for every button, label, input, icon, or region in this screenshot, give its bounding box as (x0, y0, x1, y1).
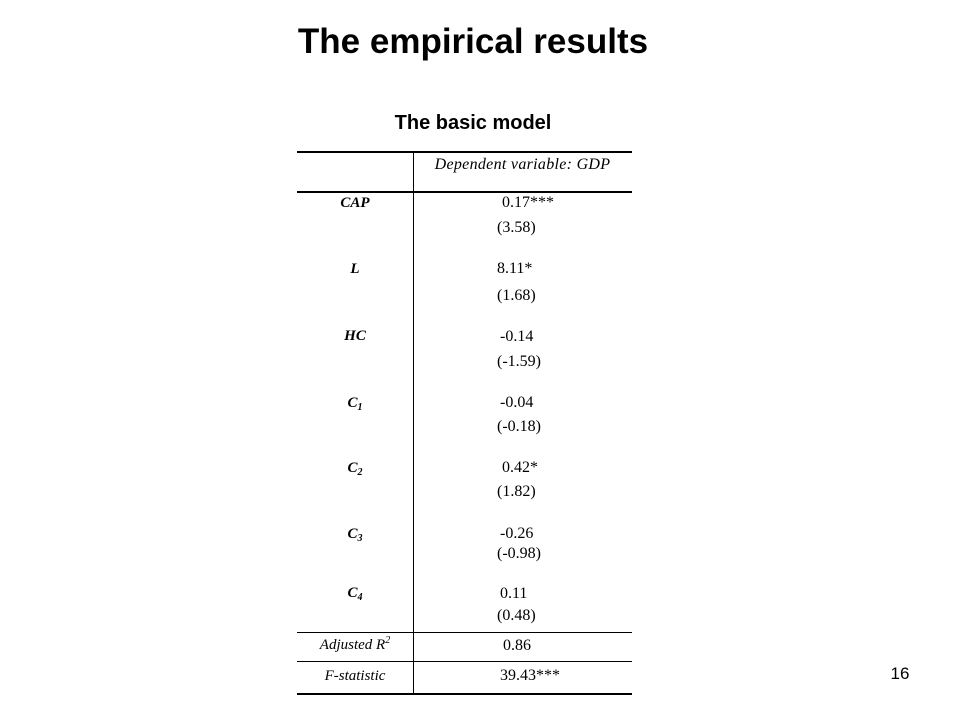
row-label-c4 (297, 584, 413, 602)
table-header-rule (297, 191, 632, 193)
table-bottom-rule (297, 693, 632, 695)
tstat-c4: (0.48) (497, 607, 536, 624)
regression-table (297, 151, 632, 695)
tstat-hc: (-1.59) (497, 353, 541, 370)
coef-cap: 0.17*** (502, 194, 554, 211)
row-label-text: C (347, 585, 358, 601)
row-label-c1 (297, 394, 413, 412)
row-label-subscript: 3 (357, 533, 363, 544)
row-label-cap (297, 194, 413, 212)
table-column-divider (413, 151, 414, 695)
row-label-subscript: 4 (357, 592, 363, 603)
coef-c1: -0.04 (500, 394, 534, 411)
stat-value-adjusted-r2: 0.86 (503, 637, 531, 654)
page-number: 16 (890, 664, 910, 683)
stat-label-superscript: 2 (385, 635, 391, 646)
row-label-subscript: 1 (357, 402, 363, 413)
coef-c2: 0.42* (502, 459, 538, 476)
coef-c3: -0.26 (500, 525, 534, 542)
row-label-text: C (347, 460, 358, 476)
row-label-c2 (297, 459, 413, 477)
row-label-text: CAP (340, 195, 370, 211)
coef-l: 8.11* (497, 260, 533, 277)
row-label-c3 (297, 525, 413, 543)
coef-hc: -0.14 (500, 328, 534, 345)
stat-value-f-statistic: 39.43*** (500, 667, 560, 684)
stat-label-adjusted-r2 (297, 635, 413, 655)
row-label-text: HC (344, 328, 366, 344)
tstat-c2: (1.82) (497, 483, 536, 500)
row-label-text: C (347, 395, 358, 411)
tstat-c3: (-0.98) (497, 545, 541, 562)
slide-title: The empirical results (297, 22, 649, 61)
table-header-dependent-variable: Dependent variable: GDP (434, 156, 611, 173)
row-label-text: L (350, 261, 360, 277)
slide-subtitle: The basic model (394, 112, 552, 134)
stat-label-text: Adjusted R (319, 637, 386, 653)
tstat-l: (1.68) (497, 287, 536, 304)
stat-label-f-statistic (297, 666, 413, 686)
row-label-text: C (347, 526, 358, 542)
tstat-c1: (-0.18) (497, 418, 541, 435)
table-stats-divider (297, 661, 632, 662)
row-label-subscript: 2 (357, 467, 363, 478)
stat-label-text: F-statistic (324, 668, 386, 684)
row-label-hc (297, 327, 413, 345)
table-top-rule (297, 151, 632, 153)
table-stats-rule (297, 632, 632, 633)
coef-c4: 0.11 (500, 585, 528, 602)
tstat-cap: (3.58) (497, 219, 536, 236)
row-label-l (297, 260, 413, 278)
